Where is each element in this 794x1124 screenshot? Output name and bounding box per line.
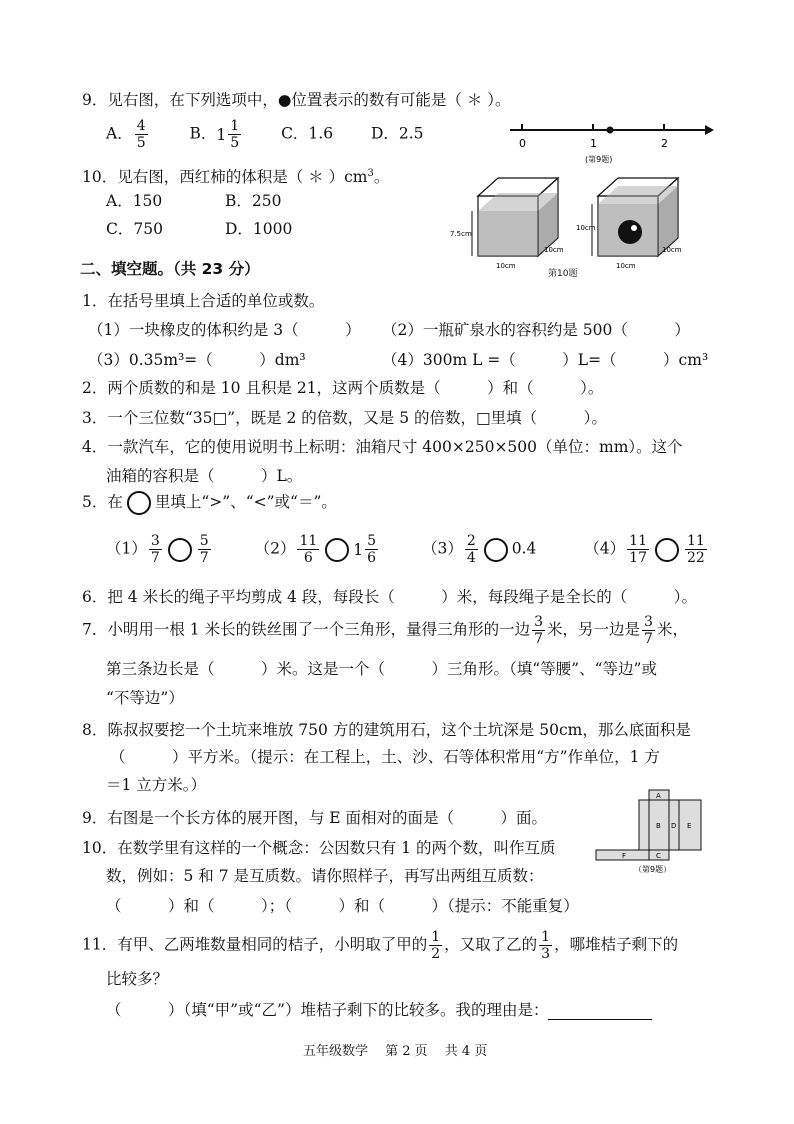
label-depth-2: 10cm (662, 246, 682, 254)
f5-items: （1） $\frac{3}{7}$ $\frac{5}{7}$ （2） $\frac{11}{6}$ 1 $\frac{5}{6}$ （3） $\frac{2}{4}$ 0.4 （4） $\frac{11}{17}$ $\frac{11}{22}$ (106, 533, 705, 566)
f1-p4: （4）300m L =（ ）L=（ ）cm³ (382, 351, 709, 369)
f9-text: 9．右图是一个长方体的展开图，与 E 面相对的面是（ ）面。 (82, 809, 548, 827)
q9-option-b-frac: $\frac{1}{5}$ (230, 118, 240, 151)
q9-option-c: C．1.6 (281, 124, 334, 143)
fig9-caption: (第9题) (585, 155, 613, 164)
face-f: F (622, 852, 627, 860)
q9-text: 9．见右图，在下列选项中，●位置表示的数有可能是（ ＊ ）。 (82, 91, 511, 109)
number-line-point (607, 127, 614, 134)
f7-text-2: 第三条边长是（ ）米。这是一个（ ）三角形。（填“等腰”、“等边”或 (106, 660, 657, 678)
f5-item-1: （1） (106, 539, 147, 558)
f10-text-1: 10．在数学里有这样的一个概念：公因数只有 1 的两个数，叫作互质 (82, 839, 556, 857)
reason-blank (548, 1005, 652, 1020)
q9-option-d: D．2.5 (370, 124, 424, 143)
q10-option-b: B．250 (225, 192, 282, 210)
label-height-2: 10cm (576, 224, 596, 232)
f1-text: 1．在括号里填上合适的单位或数。 (82, 292, 325, 310)
face-c: C (656, 852, 661, 860)
f1-p2: （2）一瓶矿泉水的容积约是 500（ ） (382, 321, 690, 339)
compare-circle-icon (168, 538, 192, 562)
face-b: B (656, 822, 661, 830)
tomato-icon (618, 220, 642, 244)
q10-option-a: A．150 (106, 192, 163, 210)
compare-circle-icon (484, 538, 508, 562)
f7-text-3: “不等边”） (106, 689, 184, 707)
q9-option-b-whole: 1 (216, 125, 227, 144)
f8-text-3: ＝1 立方米。） (106, 776, 207, 794)
f5-item-4: （4） (584, 539, 626, 558)
fig9-net-caption: （第9题） (634, 865, 672, 874)
f5-item-3: （3） (421, 539, 463, 558)
tick-2: 2 (661, 137, 668, 150)
f11-text-1: 11．有甲、乙两堆数量相同的桔子，小明取了甲的 $\frac{1}{2}$ ，又取了乙的 $\frac{1}{3}$ ，哪堆桔子剩下的 (82, 929, 679, 962)
compare-circle-icon (655, 538, 679, 562)
q9-option-a: A． (106, 124, 133, 143)
cubes-figure (448, 166, 688, 276)
tick-1: 1 (590, 137, 597, 150)
face-e: E (687, 822, 692, 830)
label-depth-1: 10cm (544, 246, 564, 254)
f11-text-3: （ ）（填“甲”或“乙”）堆桔子剩下的比较多。我的理由是： (106, 1000, 652, 1020)
f5-text: 5．在 里填上“>”、“<”或“＝”。 (82, 491, 337, 515)
f8-text-2: （ ）平方米。（提示：在工程上，土、沙、石等体积常用“方”作单位，1 方 (110, 748, 660, 766)
label-height-1: 7.5cm (450, 230, 472, 238)
section-title: 二、填空题。（共 23 分） (80, 260, 260, 278)
net-figure (594, 788, 706, 876)
f8-text-1: 8．陈叔叔要挖一个土坑来堆放 750 方的建筑用石，这个土坑深是 50cm，那么底面积是 (82, 721, 691, 739)
q10-option-c: C．750 (106, 220, 163, 238)
face-d: D (671, 822, 677, 830)
circle-icon (127, 491, 151, 515)
f10-text-2: 数，例如：5 和 7 是互质数。请你照样子，再写出两组互质数： (106, 867, 544, 885)
q10-option-d: D．1000 (225, 220, 293, 238)
fig10-caption: 第10题 (548, 269, 578, 279)
q9-option-b: B． (189, 124, 217, 143)
f2-text: 2．两个质数的和是 10 且积是 21，这两个质数是（ ）和（ ）。 (82, 379, 604, 397)
f3-text: 3．一个三位数“35□”，既是 2 的倍数，又是 5 的倍数，□里填（ ）。 (82, 409, 607, 427)
page-footer: 五年级数学 第 2 页 共 4 页 (303, 1044, 488, 1059)
q9-options (106, 118, 424, 151)
f10-text-3: （ ）和（ ）；（ ）和（ ）（提示：不能重复） (106, 897, 579, 915)
face-a: A (656, 792, 661, 800)
f1-p1: （1）一块橡皮的体积约是 3（ ） (88, 321, 361, 339)
label-width-2: 10cm (616, 262, 636, 270)
f5-item-2: （2） (254, 539, 296, 558)
tick-0: 0 (519, 137, 526, 150)
f1-p3: （3）0.35m³=（ ）dm³ (88, 351, 306, 369)
q10-text: 10．见右图，西红柿的体积是（ ＊ ）$cm^3$。 (82, 168, 390, 187)
f6-text: 6．把 4 米长的绳子平均剪成 4 段，每段长（ ）米，每段绳子是全长的（ ）。 (82, 588, 698, 606)
label-width-1: 10cm (496, 262, 516, 270)
f4-text-1: 4．一款汽车，它的使用说明书上标明：油箱尺寸 400×250×500（单位：mm）。这个 (82, 438, 683, 456)
q9-option-a-frac: $\frac{4}{5}$ (136, 118, 146, 151)
compare-circle-icon (325, 538, 349, 562)
number-line-figure (500, 112, 720, 168)
f4-text-2: 油箱的容积是（ ）L。 (106, 467, 303, 485)
f11-text-2: 比较多？ (106, 970, 169, 988)
f7-text-1: 7．小明用一根 1 米长的铁丝围了一个三角形，量得三角形的一边 $\frac{3}{7}$ 米，另一边是 $\frac{3}{7}$ 米， (82, 614, 688, 647)
